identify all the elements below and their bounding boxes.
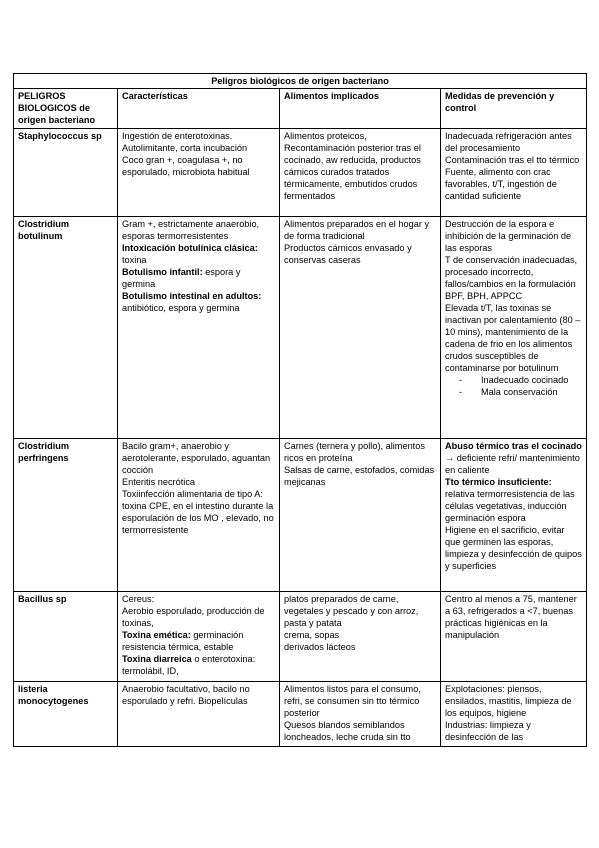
bold-term: Botulismo intestinal en adultos: bbox=[122, 291, 262, 301]
cell-line bbox=[445, 166, 582, 202]
cell-line bbox=[445, 440, 582, 476]
cell-text: germinación resistencia térmica, estable bbox=[122, 630, 244, 652]
cell-text: Centro al menos a 75, mantener a 63, refrigerados a <7, buenas prácticas higiénicas en la manipulación bbox=[445, 594, 577, 640]
cell-line bbox=[445, 683, 582, 719]
medidas-cell bbox=[441, 129, 587, 217]
bold-term: Toxina diarreica bbox=[122, 654, 192, 664]
cell-text: Cereus: bbox=[122, 594, 155, 604]
table-row-staphylococcus-sp bbox=[14, 129, 587, 217]
cell-text: espora y germina bbox=[122, 267, 241, 289]
dash-bullet: - bbox=[459, 387, 463, 397]
cell-text: Salsas de carne, estofados, comidas mejicanas bbox=[284, 465, 435, 487]
cell-line bbox=[122, 242, 275, 266]
cell-text: Toxiinfección alimentaria de tipo A: toxina CPE, en el intestino durante la esporulación de los MO , elevado, no termorresistente bbox=[122, 489, 274, 535]
cell-text: Productos cárnicos envasado y conservas caseras bbox=[284, 243, 412, 265]
table-row-clostridium-perfringens bbox=[14, 439, 587, 592]
cell-text: Higiene en el sacrificio, evitar que germinen las esporas, limpieza y desinfección de quipos y superficies bbox=[445, 525, 582, 571]
cell-line bbox=[122, 266, 275, 290]
cell-text: BPF, BPH, APPCC bbox=[445, 291, 523, 301]
cell-text: Destrucción de la espora e inhibición de la germinación de las esporas bbox=[445, 219, 572, 253]
header-caracteristicas: Características bbox=[118, 89, 280, 129]
cell-text: Quesos blandos semiblandos loncheados, leche cruda sin tto bbox=[284, 720, 411, 742]
alimentos-cell bbox=[280, 439, 441, 592]
cell-text: Alimentos listos para el consumo, refri, se consumen sin tto térmico posterior bbox=[284, 684, 421, 718]
cell-text: o enterotoxina: termolábil, ID, bbox=[122, 654, 256, 676]
bacterial-hazards-table bbox=[13, 73, 587, 747]
cell-line bbox=[122, 440, 275, 476]
cell-text: → deficiente refri/ mantenimiento en caliente bbox=[445, 453, 580, 475]
cell-text: antibiótico, espora y germina bbox=[122, 303, 240, 313]
cell-text: Explotaciones: piensos, ensilados, mastitis, limpieza de los equipos, higiene bbox=[445, 684, 572, 718]
cell-text: Autolimitante, corta incubación bbox=[122, 143, 248, 153]
cell-line bbox=[284, 130, 436, 202]
cell-text: Enteritis necrótica bbox=[122, 477, 196, 487]
cell-line bbox=[122, 488, 275, 536]
bold-term: Toxina emética: bbox=[122, 630, 191, 640]
cell-line bbox=[284, 218, 436, 242]
cell-line bbox=[122, 593, 275, 605]
cell-text: Anaerobio facultativo, bacilo no esporulado y refri. Biopelículas bbox=[122, 684, 250, 706]
bold-term: Intoxicación botulínica clásica: bbox=[122, 243, 258, 253]
alimentos-cell bbox=[280, 129, 441, 217]
cell-text: Alimentos preparados en el hogar y de forma tradicional bbox=[284, 219, 430, 241]
cell-line bbox=[122, 683, 275, 707]
cell-text: T de conservación inadecuadas, procesado incorrecto, fallos/cambios en la formulación bbox=[445, 255, 578, 289]
bold-term: Botulismo infantil: bbox=[122, 267, 203, 277]
table-title-row bbox=[14, 74, 587, 89]
cell-line bbox=[122, 218, 275, 242]
cell-line bbox=[445, 593, 582, 641]
cell-text: Coco gran +, coagulasa +, no esporulado, microbiota habitual bbox=[122, 155, 250, 177]
alimentos-cell bbox=[280, 592, 441, 682]
cell-line bbox=[122, 130, 275, 142]
cell-text: Gram +, estrictamente anaerobio, esporas termorresistentes bbox=[122, 219, 260, 241]
cell-line bbox=[284, 683, 436, 719]
medidas-cell bbox=[441, 439, 587, 592]
header-peligros: PELIGROS BIOLOGICOS de origen bacteriano bbox=[14, 89, 118, 129]
header-alimentos: Alimentos implicados bbox=[280, 89, 441, 129]
header-medidas: Medidas de prevención y control bbox=[441, 89, 587, 129]
table-header-row bbox=[14, 89, 587, 129]
cell-line bbox=[445, 290, 582, 302]
cell-line bbox=[284, 719, 436, 743]
medidas-cell bbox=[441, 682, 587, 747]
cell-text: toxina bbox=[122, 255, 147, 265]
cell-text: Industrias: limpieza y desinfección de las bbox=[445, 720, 531, 742]
table-row-bacillus-sp bbox=[14, 592, 587, 682]
bold-term: Tto térmico insuficiente: bbox=[445, 477, 552, 487]
cell-line bbox=[122, 653, 275, 677]
caracteristicas-cell bbox=[118, 682, 280, 747]
cell-text: Fuente, alimento con crac favorables, t/T, ingestión de cantidad suficiente bbox=[445, 167, 557, 201]
cell-line bbox=[445, 719, 582, 743]
cell-line bbox=[284, 440, 436, 464]
bold-term: Abuso térmico tras el cocinado bbox=[445, 441, 582, 451]
cell-line bbox=[122, 290, 275, 314]
cell-line bbox=[122, 476, 275, 488]
cell-line bbox=[445, 254, 582, 290]
hazard-name: Bacillus sp bbox=[14, 592, 118, 682]
alimentos-cell bbox=[280, 682, 441, 747]
cell-line bbox=[445, 130, 582, 154]
cell-line bbox=[122, 629, 275, 653]
hazard-name: listeria monocytogenes bbox=[14, 682, 118, 747]
hazard-name: Clostridium botulinum bbox=[14, 217, 118, 439]
cell-text: Ingestión de enterotoxinas. bbox=[122, 131, 233, 141]
cell-text: derivados lácteos bbox=[284, 642, 356, 652]
alimentos-cell bbox=[280, 217, 441, 439]
dash-bullet: - bbox=[459, 375, 463, 385]
table-row-clostridium-botulinum bbox=[14, 217, 587, 439]
cell-line bbox=[284, 629, 436, 641]
cell-line bbox=[122, 154, 275, 178]
cell-text: Inadecuada refrigeración antes del procesamiento bbox=[445, 131, 572, 153]
cell-line bbox=[284, 242, 436, 266]
cell-line bbox=[284, 641, 436, 653]
cell-text: Aerobio esporulado, producción de toxinas, bbox=[122, 606, 265, 628]
cell-text: Inadecuado cocinado bbox=[481, 375, 569, 385]
cell-line bbox=[284, 593, 436, 629]
cell-text: Alimentos proteicos, Recontaminación posterior tras el cocinado, aw reducida, productos cárnicos curados tratados térmicamente, embutidos crudos fermentados bbox=[284, 131, 421, 201]
cell-text: platos preparados de carne, vegetales y pescado y con arroz, pasta y patata bbox=[284, 594, 419, 628]
cell-line bbox=[445, 218, 582, 254]
cell-text: Elevada t/T, las toxinas se inactivan por calentamiento (80 – 10 mins), mantenimiento de la cadena de frio en los alimentos crudos susceptibles de contaminarse por botulinum bbox=[445, 303, 581, 373]
cell-line bbox=[445, 374, 582, 386]
cell-text: relativa termorresistencia de las células vegetativas, inducción germinación espora bbox=[445, 489, 575, 523]
cell-line bbox=[445, 386, 582, 398]
cell-line bbox=[284, 464, 436, 488]
cell-line bbox=[445, 524, 582, 572]
cell-text: Mala conservación bbox=[481, 387, 558, 397]
table-row-listeria-monocytogenes bbox=[14, 682, 587, 747]
cell-line bbox=[445, 476, 582, 524]
hazard-name: Staphylococcus sp bbox=[14, 129, 118, 217]
medidas-cell bbox=[441, 592, 587, 682]
cell-text: crema, sopas bbox=[284, 630, 340, 640]
cell-line bbox=[445, 302, 582, 374]
cell-line bbox=[445, 154, 582, 166]
hazard-name: Clostridium perfringens bbox=[14, 439, 118, 592]
cell-text: Bacilo gram+, anaerobio y aerotolerante, esporulado, aguantan cocción bbox=[122, 441, 271, 475]
cell-line bbox=[122, 142, 275, 154]
medidas-cell bbox=[441, 217, 587, 439]
caracteristicas-cell bbox=[118, 592, 280, 682]
caracteristicas-cell bbox=[118, 129, 280, 217]
caracteristicas-cell bbox=[118, 439, 280, 592]
cell-text: Carnes (ternera y pollo), alimentos ricos en proteína bbox=[284, 441, 425, 463]
cell-text: Contaminación tras el tto térmico bbox=[445, 155, 580, 165]
caracteristicas-cell bbox=[118, 217, 280, 439]
cell-line bbox=[122, 605, 275, 629]
table-title: Peligros biológicos de origen bacteriano bbox=[14, 74, 587, 89]
